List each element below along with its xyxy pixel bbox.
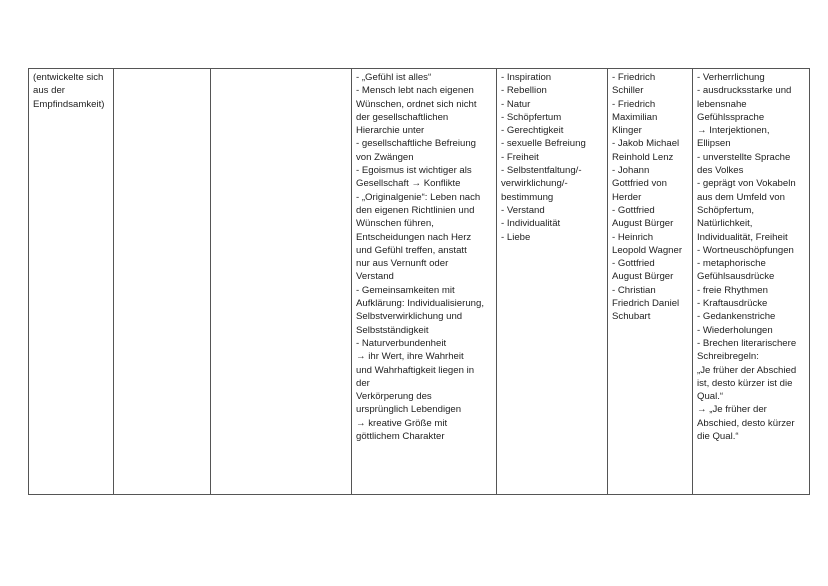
literature-epoch-table (28, 68, 810, 495)
cell-line: „Je früher der Abschied (697, 364, 797, 376)
cell-line: - gesellschaftliche Befreiung (356, 138, 476, 150)
cell-line: - Johann (612, 165, 650, 177)
cell-line: - Rebellion (501, 85, 547, 97)
cell-line: → Interjektionen, (697, 125, 770, 137)
cell-line: - geprägt von Vokabeln (697, 178, 796, 190)
cell-line: - „Originalgenie“: Leben nach (356, 191, 481, 203)
cell-line: August Bürger (612, 271, 674, 283)
cell-line: - Liebe (501, 231, 531, 243)
cell-line: - Wiederholungen (697, 324, 773, 336)
cell-line: des Volkes (697, 165, 744, 177)
cell-line: - metaphorische (697, 258, 766, 270)
cell-line: Wünschen, ordnet sich nicht (356, 98, 477, 110)
cell-line: - Gemeinsamkeiten mit (356, 284, 455, 296)
cell-line: Gefühlssprache (697, 111, 765, 123)
cell-line: und Wahrhaftigkeit liegen in (356, 364, 475, 376)
cell-line: Reinhold Lenz (612, 151, 674, 163)
cell-line: - Mensch lebt nach eigenen (356, 85, 474, 97)
cell-line: - unverstellte Sprache (697, 151, 791, 163)
cell-line: - sexuelle Befreiung (501, 138, 586, 150)
cell-line: Ellipsen (697, 138, 731, 150)
cell-line: - Gedankenstriche (697, 311, 776, 323)
table-row (29, 69, 810, 495)
cell-line: - Schöpfertum (501, 111, 562, 123)
cell-line: Leopold Wagner (612, 244, 683, 256)
cell-line: Gefühlsausdrücke (697, 271, 775, 283)
cell-empty-2 (211, 69, 352, 495)
cell-line: Abschied, desto kürzer (697, 417, 795, 429)
cell-epoch-origin (29, 69, 114, 495)
cell-line: aus dem Umfeld von (697, 191, 785, 203)
cell-line: - Gerechtigkeit (501, 125, 564, 137)
cell-line: (entwickelte sich (33, 72, 104, 83)
cell-line: → ihr Wert, ihre Wahrheit (356, 351, 464, 363)
cell-line: Hierarchie unter (356, 125, 425, 137)
cell-line: - Gottfried (612, 258, 655, 270)
cell-line: Selbstständigkeit (356, 324, 429, 336)
cell-line: August Bürger (612, 218, 674, 230)
cell-line: - Brechen literarischere (697, 337, 797, 349)
cell-line: verwirklichung/- (501, 178, 568, 190)
cell-line: - Heinrich (612, 231, 654, 243)
cell-line: und Gefühl treffen, anstatt (356, 244, 467, 256)
cell-line: Entscheidungen nach Herz (356, 231, 472, 243)
cell-line: Verstand (356, 271, 394, 283)
cell-line: Wünschen führen, (356, 218, 434, 230)
cell-line: - Selbstentfaltung/- (501, 165, 582, 177)
cell-line: Individualität, Freiheit (697, 231, 788, 243)
cell-empty-1 (114, 69, 211, 495)
cell-authors (608, 69, 693, 495)
cell-line: - Naturverbundenheit (356, 337, 447, 349)
cell-line: den eigenen Richtlinien und (356, 204, 475, 216)
cell-line: - Individualität (501, 218, 561, 230)
cell-line: - Friedrich (612, 98, 656, 110)
cell-line: → „Je früher der (697, 404, 767, 416)
cell-line: - Jakob Michael (612, 138, 680, 150)
cell-line: Friedrich Daniel (612, 298, 680, 310)
cell-line: der (356, 377, 370, 389)
cell-line: Herder (612, 191, 642, 203)
cell-line: Verkörperung des (356, 391, 432, 403)
cell-line: - „Gefühl ist alles“ (356, 72, 432, 83)
cell-line: die Qual.“ (697, 431, 739, 443)
cell-line: - Egoismus ist wichtiger als (356, 165, 472, 177)
cell-line: - Gottfried (612, 204, 655, 216)
cell-line: aus der (33, 85, 65, 97)
cell-line: Schreibregeln: (697, 351, 759, 363)
cell-line: - ausdrucksstarke und (697, 85, 792, 97)
cell-line: lebensnahe (697, 98, 747, 110)
cell-line: Schubart (612, 311, 651, 323)
cell-line: - Freiheit (501, 151, 539, 163)
cell-line: - Verstand (501, 204, 545, 216)
cell-line: Maximilian (612, 111, 658, 123)
cell-line: Klinger (612, 125, 642, 137)
cell-line: nur aus Vernunft oder (356, 258, 449, 270)
cell-line: bestimmung (501, 191, 554, 203)
cell-line: - Inspiration (501, 72, 552, 83)
cell-line: Empfindsamkeit) (33, 98, 105, 110)
cell-line: - Christian (612, 284, 656, 296)
cell-line: der gesellschaftlichen (356, 111, 449, 123)
cell-line: ist, desto kürzer ist die (697, 377, 793, 389)
cell-line: Schöpfertum, (697, 204, 755, 216)
cell-language-style (693, 69, 810, 495)
cell-line: - Kraftausdrücke (697, 298, 768, 310)
cell-line: - Natur (501, 98, 531, 110)
cell-line: göttlichem Charakter (356, 431, 445, 443)
cell-characteristics (352, 69, 497, 495)
cell-line: → kreative Größe mit (356, 417, 448, 429)
cell-themes (497, 69, 608, 495)
cell-line: ursprünglich Lebendigen (356, 404, 462, 416)
cell-line: Gottfried von (612, 178, 667, 190)
cell-line: Qual.“ (697, 391, 724, 403)
cell-line: Natürlichkeit, (697, 218, 753, 230)
cell-line: Schiller (612, 85, 644, 97)
cell-line: - Verherrlichung (697, 72, 765, 83)
cell-line: - Friedrich (612, 72, 656, 83)
cell-line: Aufklärung: Individualisierung, (356, 298, 484, 310)
cell-line: Selbstverwirklichung und (356, 311, 463, 323)
cell-line: Gesellschaft → Konflikte (356, 178, 461, 190)
cell-line: - Wortneuschöpfungen (697, 244, 794, 256)
cell-line: - freie Rhythmen (697, 284, 768, 296)
cell-line: von Zwängen (356, 151, 414, 163)
